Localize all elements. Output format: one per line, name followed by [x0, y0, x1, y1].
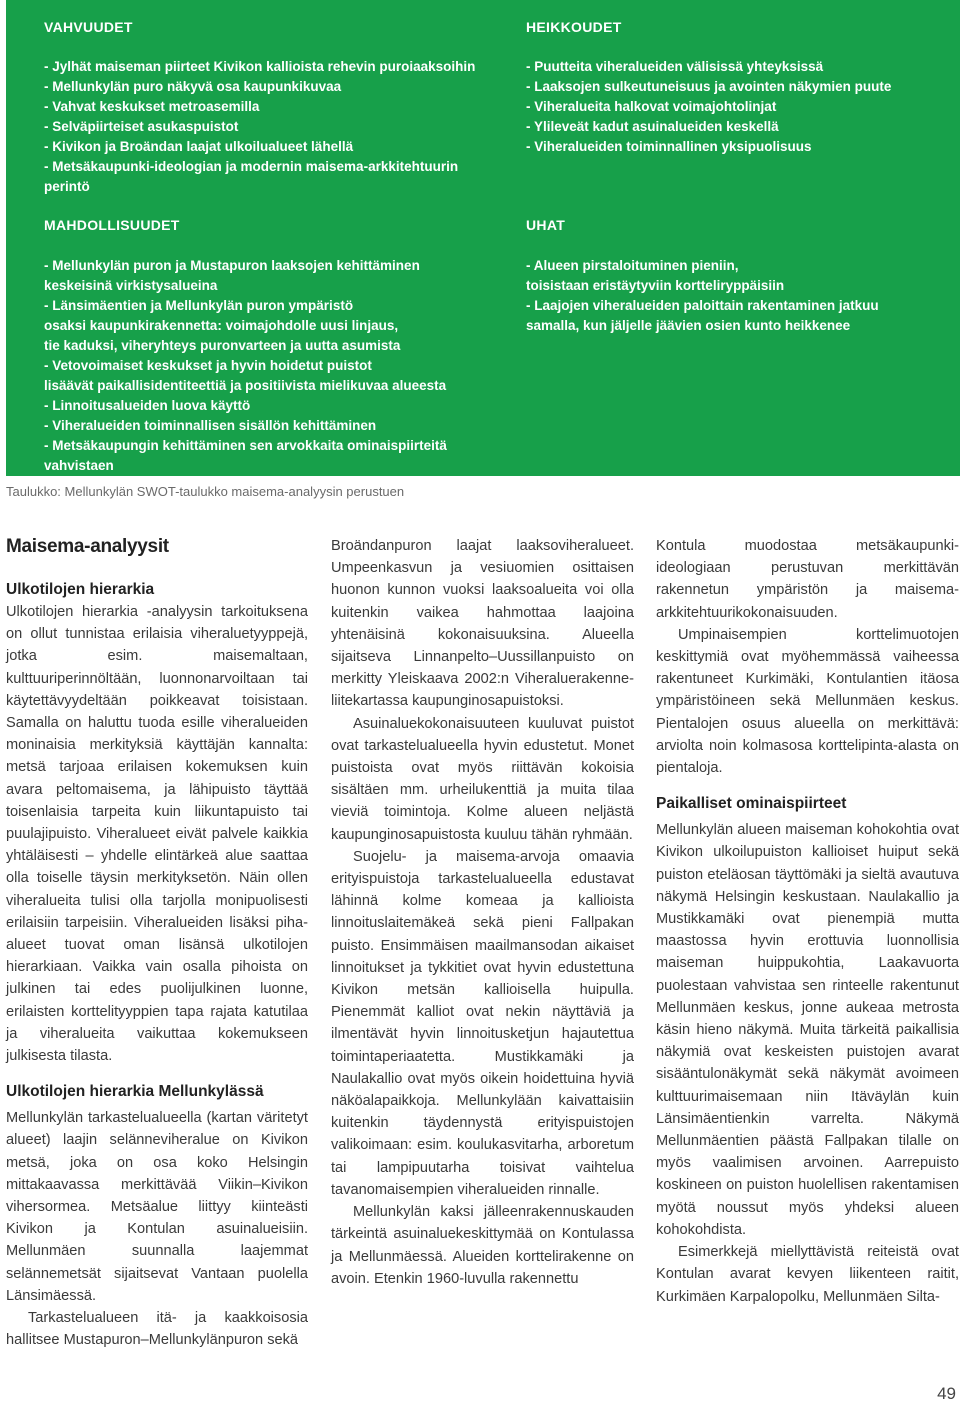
swot-item: - Ylileveät kadut asuinalueiden keskellä: [526, 119, 779, 134]
swot-item: - Laaksojen sulkeutuneisuus ja avointen näkymien puute: [526, 79, 892, 94]
swot-item: - Linnoitusalueiden luova käyttö: [44, 398, 251, 413]
swot-item: - Puutteita viheralueiden välisissä yhteyksissä: [526, 59, 824, 74]
swot-item: - Viheralueiden toiminnallisen sisällön kehittäminen: [44, 418, 377, 433]
page-number: 49: [937, 1384, 956, 1403]
threats-list: [526, 256, 946, 336]
paragraph: Suojelu- ja maisema-arvoja omaavia erityispuistoja tarkastelualueella edustavat lähinnä kolme komeaa ja kallioista linnoituslaitemäkeä sekä pieni Fallpakan puisto. Ensimmäisen maailmansodan aikaiset linnoitukset ja tykkitiet ovat hyvin edustettuna Kivikon metsän kallioisella huipulla. Pienemmät kalliot ovat nekin näyttäviä ja ilmentävät hyvin linnoitusketjun hajautettua toimintaperiaatetta. Mustikkamäki ja Naulakallio ovat myös oikein hoidettuina hyviä näköalapaikkoja. Mellunkylään kaivattaisiin kuitenkin täydennystä erityispuistojen valikoimaan: esim. koulukasvitarha, arboretum tai lampipuutarha toisivat vaihtelua tavanomaisempien viheralueiden rinnalle.: [331, 848, 634, 1198]
swot-item: - Selväpiirteiset asukaspuistot: [44, 119, 239, 134]
swot-item: - Metsäkaupunki-ideologian ja modernin maisema-arkkitehtuurin perintö: [44, 159, 459, 194]
threats-title: UHAT: [526, 217, 566, 233]
section-heading: Maisema-analyysit: [6, 536, 169, 557]
swot-item: - Mellunkylän puro näkyvä osa kaupunkikuvaa: [44, 79, 342, 94]
swot-item: - Vahvat keskukset metroasemilla: [44, 99, 260, 114]
swot-item: - Alueen pirstaloituminen pieniin, toisistaan eristäytyviin kortteliryppäisiin: [526, 258, 785, 293]
paragraph: Tarkastelualueen itä- ja kaakkoisosia hallitsee Mustapuron–Mellunkylänpuron sekä: [6, 1310, 308, 1349]
swot-item: - Vetovoimaiset keskukset ja hyvin hoidetut puistot lisäävät paikallisidentiteettiä ja positiivista mielikuvaa alueesta: [44, 358, 447, 393]
swot-item: - Viheralueita halkovat voimajohtolinjat: [526, 99, 777, 114]
swot-item: - Kivikon ja Broändan laajat ulkoilualueet lähellä: [44, 139, 354, 154]
swot-item: - Viheralueiden toiminnallinen yksipuolisuus: [526, 139, 812, 154]
strengths-title: VAHVUUDET: [44, 19, 133, 35]
column-2: [331, 535, 634, 1290]
column-3: [656, 535, 959, 1308]
swot-table: [6, 0, 960, 476]
opportunities-list: [44, 256, 514, 476]
paragraph: Mellunkylän tarkastelualueella (kartan väritetyt alueet) laajin selänneviheralue on Kivikon metsä, joka on osa koko Helsingin mittakaavassa merkittävää Viikin–Kivikon vihersormea. Metsäalue liittyy kiinteästi Kivikon ja Kontulan asuinalueisiin. Mellunmäen suunnalla laajemmat selännemetsät sijaitsevat Vantaan puolella Länsimäessä.: [6, 1110, 308, 1304]
swot-item: - Mellunkylän puron ja Mustapuron laaksojen kehittäminen keskeisinä virkistysalueina: [44, 258, 420, 293]
paragraph: Mellunkylän kaksi jälleenrakennuskauden tärkeintä asuinaluekeskittymää on Kontulassa ja Mellunmäessä. Alueiden korttelirakenne on avoin. Etenkin 1960-luvulla rakennettu: [331, 1204, 634, 1287]
swot-item: - Metsäkaupungin kehittäminen sen arvokkaita ominaispiirteitä vahvistaen: [44, 438, 447, 473]
paragraph: Kontula muodostaa metsäkaupunki-ideologiaan perustuvan merkittävän rakennetun ympäristön ja maisema-arkkitehtuurikokonaisuuden.: [656, 538, 959, 621]
table-caption: Taulukko: Mellunkylän SWOT-taulukko maisema-analyysin perustuen: [6, 484, 405, 499]
weaknesses-title: HEIKKOUDET: [526, 19, 622, 35]
swot-item: - Laajojen viheralueiden paloittain rakentaminen jatkuu samalla, kun jäljelle jäävien osien kunto heikkenee: [526, 298, 879, 333]
weaknesses-list: [526, 57, 946, 157]
opportunities-title: MAHDOLLISUUDET: [44, 217, 180, 233]
paragraph: Asuinaluekokonaisuuteen kuuluvat puistot ovat tarkastelualueella hyvin edustetut. Monet puistoista ovat myös riittävän kokoisia sisältäen mm. urheilukenttiä ja muita tilaa vieviä toimintoja. Kolme alueen neljästä kaupunginosapuistosta kuuluu tähän ryhmään.: [331, 715, 634, 843]
paragraph: Ulkotilojen hierarkia -analyysin tarkoituksena on ollut tunnistaa erilaisia viheraluetyyppejä, jotka esim. maisemaltaan, kulttuuriperinnöltään, luonnonarvoiltaan tai käytettävyydeltään poikkeavat toisistaan. Samalla on haluttu tuoda esille viheralueiden moninaisia merkityksiä käyttäjän kannalta: metsä tarjoaa erilaisen kokemuksen kuin avara peltomaisema, ja lähipuisto täyttää toisenlaisia tarpeita kuin liikuntapuisto tai puulajipuisto. Viheralueet eivät palvele kaikkia yhtäläisesti – yhdelle elintärkeä alue saattaa olla toiselle täysin merkityksetön. Näin ollen viheralueita tulisi olla tarjolla monipuolisesti erilaisiin tarpeisiin. Viheralueiden lisäksi piha-alueet tuovat oman lisänsä ulkotilojen hierarkiaan. Vaikka vain osalla pihoista on julkinen tai edes puolijulkinen luonne, erilaisten korttelityyppien tapa rajata katutilaa ja viheralueita vaikuttaa kokemukseen julkisesta tilasta.: [6, 604, 308, 1065]
column-1: [6, 535, 308, 1352]
subheading-outdoor-hierarchy: Ulkotilojen hierarkia: [6, 581, 155, 598]
swot-item: - Jylhät maiseman piirteet Kivikon kallioista rehevin puroiaaksoihin: [44, 59, 476, 74]
swot-item: - Länsimäentien ja Mellunkylän puron ympäristö osaksi kaupunkirakennetta: voimajohdolle uusi linjaus, tie kaduksi, viheryhteys puronvarteen ja uutta asumista: [44, 298, 401, 353]
subheading-local-features: Paikalliset ominaispiirteet: [656, 795, 847, 813]
paragraph: Broändanpuron laajat laaksoviheralueet. Umpeenkasvun ja vesiuomien osittaisen huonon kunnon vuoksi laaksoalueita voi olla kuitenkin vaikea hahmottaa laajoina yhtenäisinä kokonaisuuksina. Alueella sijaitseva Linnanpelto–Uussillanpuisto on merkitty Yleiskaava 2002:n Viheraluerakenne-liitekartassa kaupunginosapuistoksi.: [331, 538, 634, 710]
paragraph: Umpinaisempien korttelimuotojen keskittymiä ovat myöhemmässä vaiheessa rakentuneet Kurkimäki, Kontulantien itäosa ympäristöineen sekä Mellunmäen keskus. Pientalojen osuus alueella on merkittävä: arviolta noin kolmasosa korttelipinta-alasta on pientaloja.: [656, 626, 959, 777]
subheading-hierarchy-mellunkyla: Ulkotilojen hierarkia Mellunkylässä: [6, 1083, 264, 1101]
paragraph: Esimerkkejä miellyttävistä reiteistä ovat Kontulan avarat kevyen liikenteen raitit, Kurkimäen Karpalopolku, Mellunmäen Silta-: [656, 1244, 959, 1305]
strengths-list: [44, 57, 514, 197]
paragraph: Mellunkylän alueen maiseman kohokohtia ovat Kivikon ulkoilupuiston kallioiset huiput sekä puiston eteläosan täyttömäki ja sieltä avautuva näkymä Helsingin keskustaan. Naulakallio ja Mustikkamäki ovat pienempiä mutta maastossa hyvin erottuvia luonnollisia maiseman huippukohtia, Laakavuorta puolestaan vahvistaa sen rinteelle rakentunut Mellunmäen keskus, jonne aukeaa metrosta käsin hieno näkymä. Muita tärkeitä paikallisia näkymiä ovat keskeisten puistojen avarat sisääntulonäkymät sekä näkymät avoimeen kulttuurimaisemaan niin Itäväylän kuin Länsimäentienkin varrelta. Näkymä Mellunmäentien päästä Fallpakan tilalle on myös vaalimisen arvoinen. Aarrepuisto koskineen on puiston huolellisen rakentamisen myötä noussut myös yhdeksi alueen kohokohdista.: [656, 822, 959, 1238]
